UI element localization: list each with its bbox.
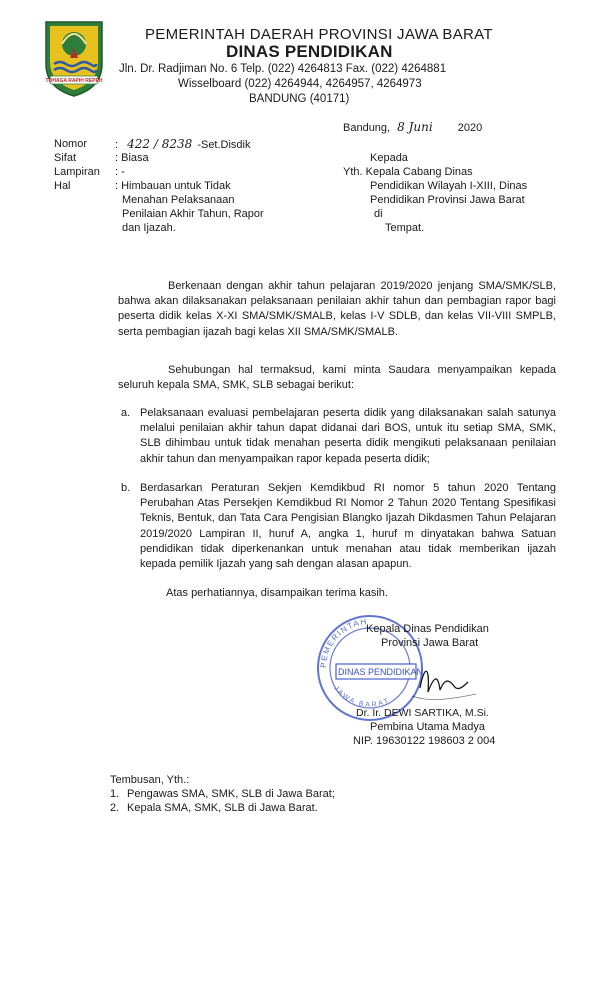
sifat-label: Sifat [54, 152, 77, 164]
tembusan-item: Kepala SMA, SMK, SLB di Jawa Barat. [127, 802, 318, 814]
signatory-rank: Pembina Utama Madya [370, 721, 485, 733]
header-government: PEMERINTAH DAERAH PROVINSI JAWA BARAT [145, 26, 493, 43]
handwritten-signature [420, 671, 468, 692]
hal-line: Penilaian Akhir Tahun, Rapor [122, 208, 264, 220]
hal-line: : Himbauan untuk Tidak [115, 180, 231, 192]
header-department: DINAS PENDIDIKAN [226, 42, 393, 61]
tembusan-item: Pengawas SMA, SMK, SLB di Jawa Barat; [127, 788, 335, 800]
item-marker: b. [121, 482, 131, 494]
header-address-line2: Wisselboard (022) 4264944, 4264957, 4264973 [178, 78, 422, 90]
hal-label: Hal [54, 180, 71, 192]
lampiran-value: : - [115, 166, 125, 178]
signatory-name: Dr. Ir. DEWI SARTIKA, M.Si. [356, 707, 489, 719]
opening-paragraph: Berkenaan dengan akhir tahun pelajaran 2019/2020 jenjang SMA/SMK/SLB, bahwa akan dilaksanakan pelaksanaan penilaian akhir tahun dan pembagian rapor bagi peserta didik kelas X-XI SMA/SMK/SMALB, kelas I-V SDLB, dan kelas VII-VIII SMPLB, serta pembagian ijazah bagi kelas XII SMA/SMK/SMALB. [118, 280, 557, 338]
item-marker: a. [121, 407, 131, 419]
hal-line: dan Ijazah. [122, 222, 176, 234]
recipient-line: Pendidikan Wilayah I-XIII, Dinas [370, 180, 528, 192]
sifat-value: : Biasa [115, 152, 149, 164]
recipient-line: Pendidikan Provinsi Jawa Barat [370, 194, 525, 206]
stamp-text-bottom: JAWA BARAT [332, 684, 392, 709]
nomor-label: Nomor [54, 138, 88, 150]
nomor-value: : 422 / 8238 -Set.Disdik [115, 137, 251, 151]
closing-line: Atas perhatiannya, disampaikan terima kasih. [166, 587, 388, 599]
recipient-line: Yth. Kepala Cabang Dinas [343, 166, 473, 178]
recipient-line: Tempat. [385, 222, 425, 234]
header-city: BANDUNG (40171) [249, 93, 350, 105]
recipient-line: Kepada [370, 152, 408, 164]
list-item: Pelaksanaan evaluasi pembelajaran peserta didik yang dilaksanakan salah satunya melalui penilaian akhir tahun dapat didanai dari BOS, untuk itu setiap SMA, SMK, SLB dihimbau untuk tidak menahan peserta didik mengikuti pelaksanaan penilaian akhir tahun dan menyampaikan rapor kepada peserta didik; [140, 407, 556, 465]
header-address-line1: Jln. Dr. Radjiman No. 6 Telp. (022) 4264813 Fax. (022) 4264881 [119, 63, 447, 75]
list-item: Berdasarkan Peraturan Sekjen Kemdikbud RI nomor 5 tahun 2020 Tentang Perubahan Atas Persekjen Kemdikbud RI Nomor 2 Tahun 2020 Tentang Spesifikasi Teknis, Bentuk, dan Tata Cara Pengisian Blangko Ijazah Dikdasmen Tahun Pelajaran 2019/2020 Lampiran II, huruf A, angka 1, huruf m dinyatakan bahwa Satuan pendidikan tidak diperkenankan untuk menahan atau tidak memberikan ijazah kepada pemilik Ijazah yang sah dengan alasan apapun. [140, 482, 556, 571]
tembusan-num: 1. [110, 788, 120, 800]
tembusan-num: 2. [110, 802, 120, 814]
stamp-text-center: DINAS PENDIDIKAN [338, 667, 424, 677]
letter-date: Bandung, 8 Juni 2020 [343, 120, 483, 134]
province-logo [40, 18, 108, 98]
signatory-title: Kepala Dinas Pendidikan [366, 623, 489, 635]
recipient-line: di [374, 208, 383, 220]
request-paragraph: Sehubungan hal termaksud, kami minta Saudara menyampaikan kepada seluruh kepala SMA, SMK, SLB sebagai berikut: [118, 364, 556, 392]
lampiran-label: Lampiran [54, 166, 100, 178]
logo-motto: TOHAGA RAPIH REPEH [45, 78, 103, 84]
signatory-province: Provinsi Jawa Barat [381, 637, 479, 649]
hal-line: Menahan Pelaksanaan [122, 194, 235, 206]
tembusan-label: Tembusan, Yth.: [110, 774, 190, 786]
signatory-nip: NIP. 19630122 198603 2 004 [353, 735, 496, 747]
stamp-text-top: PEMERINTAH [318, 616, 369, 669]
